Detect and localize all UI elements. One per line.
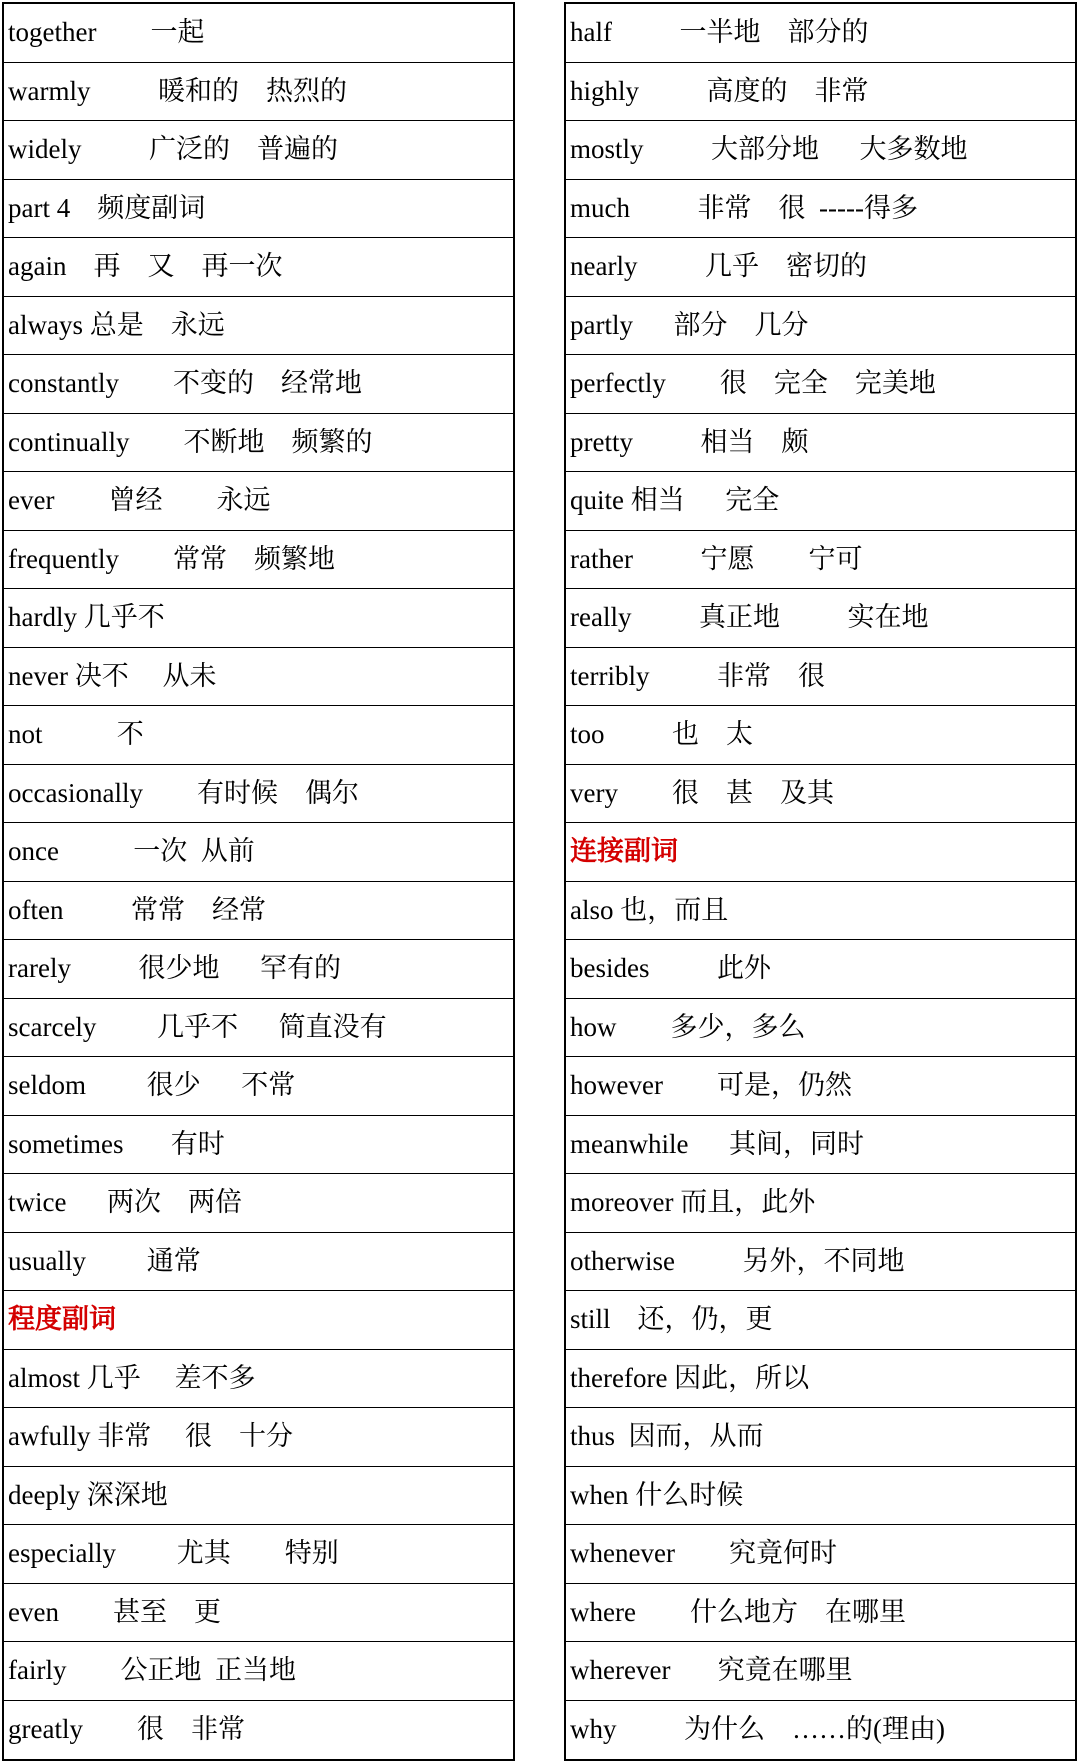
vocab-row: where 什么地方 在哪里 (566, 1584, 1075, 1643)
vocab-row: whenever 究竟何时 (566, 1525, 1075, 1584)
vocab-row: very 很 甚 及其 (566, 765, 1075, 824)
vocab-row: rarely 很少地 罕有的 (4, 940, 513, 999)
vocab-row: scarcely 几乎不 简直没有 (4, 999, 513, 1058)
vocab-row: much 非常 很 -----得多 (566, 180, 1075, 239)
vocab-row: again 再 又 再一次 (4, 238, 513, 297)
vocab-row: usually 通常 (4, 1233, 513, 1292)
vocab-row: once 一次 从前 (4, 823, 513, 882)
vocab-row: hardly 几乎不 (4, 589, 513, 648)
vocab-row: highly 高度的 非常 (566, 63, 1075, 122)
vocab-row: when 什么时候 (566, 1467, 1075, 1526)
vocab-row: nearly 几乎 密切的 (566, 238, 1075, 297)
vocab-row: twice 两次 两倍 (4, 1174, 513, 1233)
vocab-row: how 多少，多么 (566, 999, 1075, 1058)
vocab-row: continually 不断地 频繁的 (4, 414, 513, 473)
left-word-column (2, 2, 515, 1761)
vocab-row: besides 此外 (566, 940, 1075, 999)
vocab-row: too 也 太 (566, 706, 1075, 765)
vocab-row: ever 曾经 永远 (4, 472, 513, 531)
vocab-row: often 常常 经常 (4, 882, 513, 941)
section-heading: 连接副词 (566, 823, 1075, 882)
vocab-row: not 不 (4, 706, 513, 765)
right-word-column (564, 2, 1077, 1761)
vocab-row: pretty 相当 颇 (566, 414, 1075, 473)
vocab-row: fairly 公正地 正当地 (4, 1642, 513, 1701)
vocab-row: sometimes 有时 (4, 1116, 513, 1175)
vocab-row: perfectly 很 完全 完美地 (566, 355, 1075, 414)
vocab-row: occasionally 有时候 偶尔 (4, 765, 513, 824)
vocab-row: really 真正地 实在地 (566, 589, 1075, 648)
vocab-row: awfully 非常 很 十分 (4, 1408, 513, 1467)
vocab-row: however 可是，仍然 (566, 1057, 1075, 1116)
vocab-row: otherwise 另外，不同地 (566, 1233, 1075, 1292)
vocab-row: frequently 常常 频繁地 (4, 531, 513, 590)
vocab-row: moreover 而且，此外 (566, 1174, 1075, 1233)
vocab-row: therefore 因此，所以 (566, 1350, 1075, 1409)
vocab-row: also 也，而且 (566, 882, 1075, 941)
vocab-row: partly 部分 几分 (566, 297, 1075, 356)
vocab-row: constantly 不变的 经常地 (4, 355, 513, 414)
vocab-row: together 一起 (4, 4, 513, 63)
vocab-row: terribly 非常 很 (566, 648, 1075, 707)
vocab-row: rather 宁愿 宁可 (566, 531, 1075, 590)
vocab-row: quite 相当 完全 (566, 472, 1075, 531)
vocab-row: even 甚至 更 (4, 1584, 513, 1643)
section-heading: 程度副词 (4, 1291, 513, 1350)
vocab-row: why 为什么 ……的(理由) (570, 1714, 945, 1745)
vocab-row: wherever 究竟在哪里 (566, 1642, 1075, 1701)
vocab-row: greatly 很 非常 (8, 1714, 245, 1745)
vocab-row: mostly 大部分地 大多数地 (566, 121, 1075, 180)
vocab-row: almost 几乎 差不多 (4, 1350, 513, 1409)
vocab-row: warmly 暖和的 热烈的 (4, 63, 513, 122)
vocab-row: still 还，仍，更 (566, 1291, 1075, 1350)
vocab-row: never 决不 从未 (4, 648, 513, 707)
vocab-row: seldom 很少 不常 (4, 1057, 513, 1116)
vocab-row: meanwhile 其间，同时 (566, 1116, 1075, 1175)
vocab-row: half 一半地 部分的 (566, 4, 1075, 63)
vocab-row: always 总是 永远 (4, 297, 513, 356)
vocab-row: widely 广泛的 普遍的 (4, 121, 513, 180)
vocab-row: especially 尤其 特别 (4, 1525, 513, 1584)
vocab-row: thus 因而，从而 (566, 1408, 1075, 1467)
vocab-row: part 4 频度副词 (4, 180, 513, 239)
vocab-row: deeply 深深地 (4, 1467, 513, 1526)
